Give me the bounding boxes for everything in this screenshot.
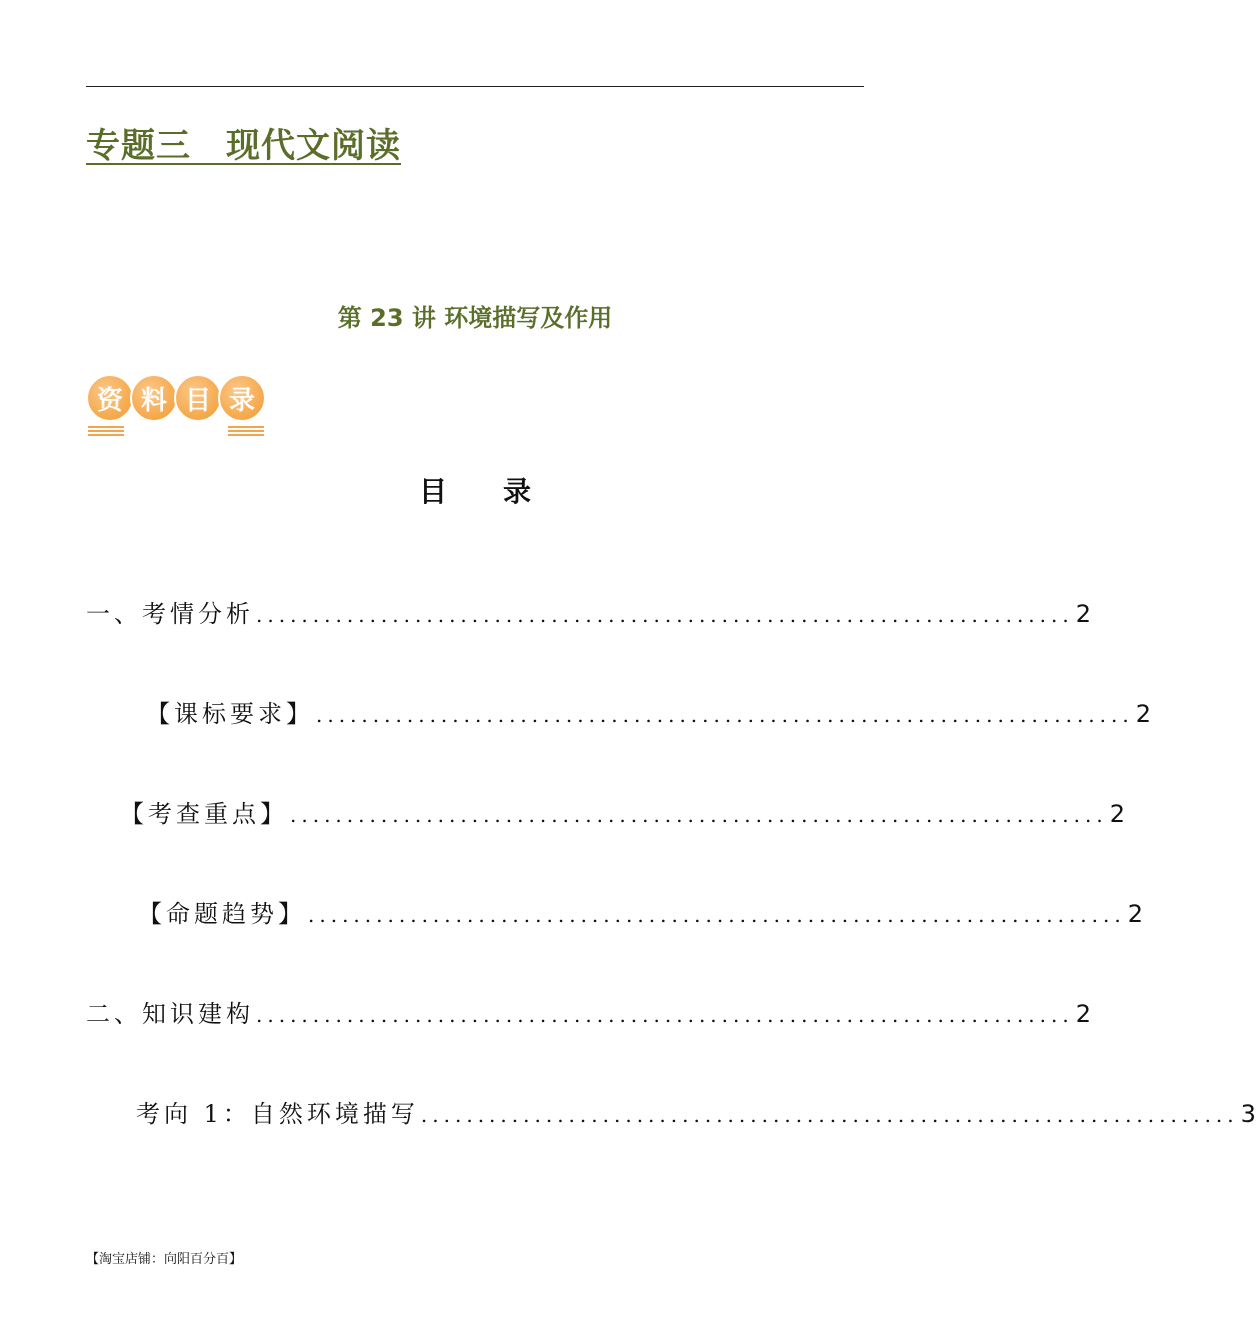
toc-entry-label: 【课标要求】 — [146, 700, 314, 728]
toc-leader-dots: ........................................................................ — [308, 903, 1126, 927]
toc-entry-label: 【命题趋势】 — [138, 900, 306, 928]
badge-decor-lines — [88, 426, 124, 438]
toc-entry[interactable] — [138, 894, 1144, 929]
toc-leader-dots: ........................................................................ — [256, 1003, 1074, 1027]
toc-entry-label: 二、知识建构 — [86, 1000, 254, 1028]
toc-entry[interactable] — [86, 994, 1092, 1029]
toc-entry[interactable] — [86, 594, 1092, 629]
top-rule — [86, 86, 864, 87]
toc-entry[interactable] — [120, 794, 1126, 829]
lecture-title: 第 23 讲 环境描写及作用 — [337, 304, 613, 332]
toc-entry-label: 考向 1：自然环境描写 — [136, 1100, 419, 1128]
toc-badge — [86, 374, 276, 434]
toc-entry-label: 【考查重点】 — [120, 800, 288, 828]
toc-entry-page: 3 — [1240, 1100, 1256, 1128]
badge-char: 录 — [218, 374, 266, 422]
toc-entry-page: 2 — [1135, 700, 1152, 728]
toc-entry[interactable] — [146, 694, 1152, 729]
toc-entry-page: 2 — [1075, 600, 1092, 628]
toc-entry-page: 2 — [1127, 900, 1144, 928]
section-title: 专题三 现代文阅读 — [86, 126, 401, 166]
toc-leader-dots: ........................................................................ — [290, 803, 1108, 827]
toc-leader-dots: ........................................................................ — [420, 1103, 1239, 1127]
badge-char: 目 — [174, 374, 222, 422]
footer-shop-note: 【淘宝店铺：向阳百分百】 — [86, 1252, 243, 1267]
toc-heading: 目 录 — [418, 475, 531, 508]
badge-decor-lines — [228, 426, 264, 438]
toc-entry-page: 2 — [1109, 800, 1126, 828]
toc-entry-label: 一、考情分析 — [86, 600, 254, 628]
badge-char: 资 — [86, 374, 134, 422]
toc-entry-page: 2 — [1075, 1000, 1092, 1028]
toc-leader-dots: ........................................................................ — [316, 703, 1134, 727]
toc-leader-dots: ........................................................................ — [256, 603, 1074, 627]
badge-char: 料 — [130, 374, 178, 422]
toc-entry[interactable] — [136, 1094, 1256, 1129]
